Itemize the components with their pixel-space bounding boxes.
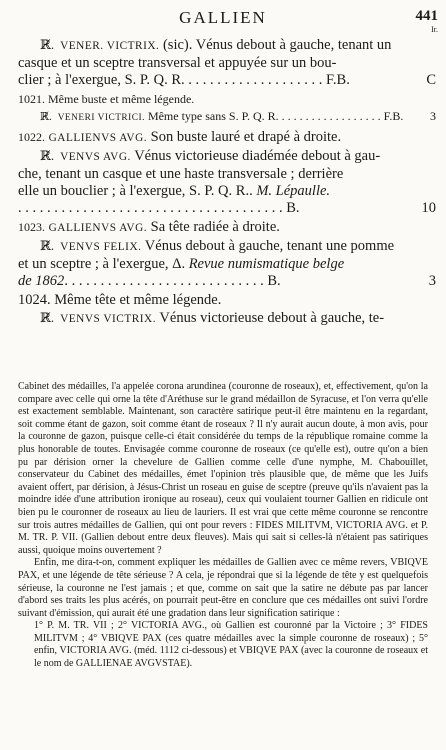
- rarity-value: C: [426, 72, 436, 88]
- coin-legend: VENVS VICTRIX.: [60, 313, 157, 325]
- entry-heading: 1024. Même tête et même légende.: [18, 292, 222, 308]
- description-text: (sic). Vénus debout à gauche, tenant un: [162, 37, 392, 53]
- rarity-value: 3: [428, 273, 436, 289]
- entry-heading: [18, 129, 414, 147]
- reverse-line: [18, 256, 414, 273]
- coin-legend: VENVS FELIX.: [60, 241, 142, 253]
- entry-heading: [18, 219, 414, 237]
- reverse-mark: ℝ̸.: [40, 310, 55, 325]
- reverse-mark: ℝ̸.: [40, 238, 55, 253]
- coin-legend: GALLIENVS AVG.: [48, 132, 148, 144]
- rarity-value: 10: [421, 200, 436, 216]
- entry-number: 1023.: [18, 220, 45, 234]
- page-header: [0, 4, 446, 36]
- entry-heading: 1021. Même buste et même légende.: [18, 92, 195, 106]
- reverse-line: [18, 147, 414, 166]
- description-text: . . . . . . . . . . . . . . . . . . . . . . . . . . . . B.: [64, 273, 281, 289]
- description-text: Vénus victorieuse diadémée debout à gau-: [134, 148, 381, 164]
- note-paragraph: Cabinet des médailles, l'a appelée corona arundinea (couronne de roseaux), et, effectivement, qu'on la compare avec celle qui orne la tête d'Aréthuse sur le grand médaillon de Syracuse, et l'on verra qu'elle est exactement semblable. Maintenant, son caractère satirique peut-il être maintenu en la regardant, soit comme étant de gazon, soit comme étant de roseaux ? Il n'y aurait aucun doute, à mon avis, pour la couronne de gazon, puisque celle-ci était considérée du temps de la république romaine comme la plus honorable de toutes. Envisagée comme couronne de roseaux (ce qu'elle est), outre qu'on a bien pu par dérision orner la chevelure de Gallien comme celle d'une nymphe, M. Chabouillet, conservateur du Cabinet des médailles, émet l'opinion très plausible que, de même que les Juifs avaient offert, par dérision, à Jésus-Christ un roseau en guise de sceptre (preuve qu'ils n'avaient pas la moindre idée d'une attribution ironique au roseau), ceux qui voulaient tourner Gallien en ridicule ont bien pu le couronner de roseaux au lieu de lauriers. Il est vrai que cette même couronne se rencontre sur trois autres médailles de Gallien, qui ont pour revers : FIDES MILITVM, VICTORIA AVG. et P. M. TR. P. VII. (Gallien debout entre deux fleuves). Mais qui sait si celles-là n'étaient pas satiriques aussi, quoique moins ouvertement ?: [18, 381, 428, 556]
- source-citation: M. Lépaulle.: [256, 183, 331, 199]
- source-citation: de 1862: [18, 273, 65, 289]
- rarity-value: 3: [430, 109, 436, 123]
- coin-legend: VENERI VICTRICI.: [57, 113, 145, 123]
- coin-legend: VENER. VICTRIX.: [60, 40, 160, 52]
- signature-mark: Ir.: [431, 25, 438, 34]
- entry-number: 1022.: [18, 130, 45, 144]
- description-text: elle un bouclier ; à l'exergue, S. P. Q. R..: [18, 183, 257, 199]
- reverse-mark: ℝ̸.: [40, 148, 55, 163]
- coin-legend: VENVS AVG.: [60, 151, 131, 163]
- running-title: GALLIEN: [179, 8, 267, 27]
- page-number: 441: [415, 8, 438, 24]
- catalogue-entries: [18, 36, 436, 328]
- reverse-line: [18, 237, 414, 256]
- note-paragraph: Enfin, me dira-t-on, comment expliquer les médailles de Gallien avec ce même revers, VBIQVE PAX, et une légende de tête sérieuse ? A cela, je répondrai que si la légende de tête y est quelquefois sérieuse, la couronne ne l'est jamais ; et que, comme on sait que la satire ne débute pas par lancer d'abord ses traits les plus acérés, on pourrait peut-être en conclure que ces médailles ont suivi l'ordre suivant d'émission, qui aurait été une gradation dans leur signification satirique :: [18, 557, 428, 619]
- note-paragraph: 1° P. M. TR. VII ; 2° VICTORIA AVG., où Gallien est couronné par la Victoire ; 3° FIDES MILITVM ; 4° VBIQVE PAX (ces quatre médailles avec la simple couronne de roseaux) ; 5° enfin, VICTORIA AVG. (méd. 1112 ci-dessous) et VBIQVE PAX (avec la couronne de roseaux et le nom de GALLIENAE AVGVSTAE).: [34, 620, 428, 670]
- reverse-mark: ℝ̸.: [40, 111, 52, 123]
- description-text: . . . . . . . . . . . . . . . . . . . . . . . . . . . . . . . . . . . . . B.: [18, 200, 300, 216]
- coin-legend: GALLIENVS AVG.: [48, 222, 148, 234]
- reverse-line: [18, 200, 436, 217]
- reverse-line: [18, 36, 414, 55]
- reverse-line: [18, 309, 414, 328]
- source-citation: Revue numismatique belge: [188, 256, 345, 272]
- description-text: che, tenant un casque et une haste transversale ; derrière: [18, 166, 344, 182]
- reverse-line: [18, 183, 414, 200]
- reverse-line: [18, 273, 436, 290]
- reverse-line: [18, 72, 436, 89]
- description-text: Vénus victorieuse debout à gauche, te-: [159, 310, 385, 326]
- reverse-line: [18, 55, 414, 72]
- description-text: Son buste lauré et drapé à droite.: [150, 129, 342, 145]
- description-text: clier ; à l'exergue, S. P. Q. R. . . . . . . . . . . . . . . . . . . . F.B.: [18, 72, 350, 88]
- description-text: Vénus debout à gauche, tenant une pomme: [144, 238, 395, 254]
- reverse-mark: ℝ̸.: [40, 37, 55, 52]
- reverse-line: [18, 108, 436, 127]
- description-text: casque et un sceptre transversal et appuyée sur un bou-: [18, 55, 337, 71]
- footnote-text: [18, 381, 428, 671]
- description-text: et un sceptre ; à l'exergue, Δ.: [18, 256, 189, 272]
- description-text: Même type sans S. P. Q. R. . . . . . . . . . . . . . . . . . F.B.: [147, 109, 404, 123]
- reverse-line: [18, 166, 414, 183]
- description-text: Sa tête radiée à droite.: [150, 219, 280, 235]
